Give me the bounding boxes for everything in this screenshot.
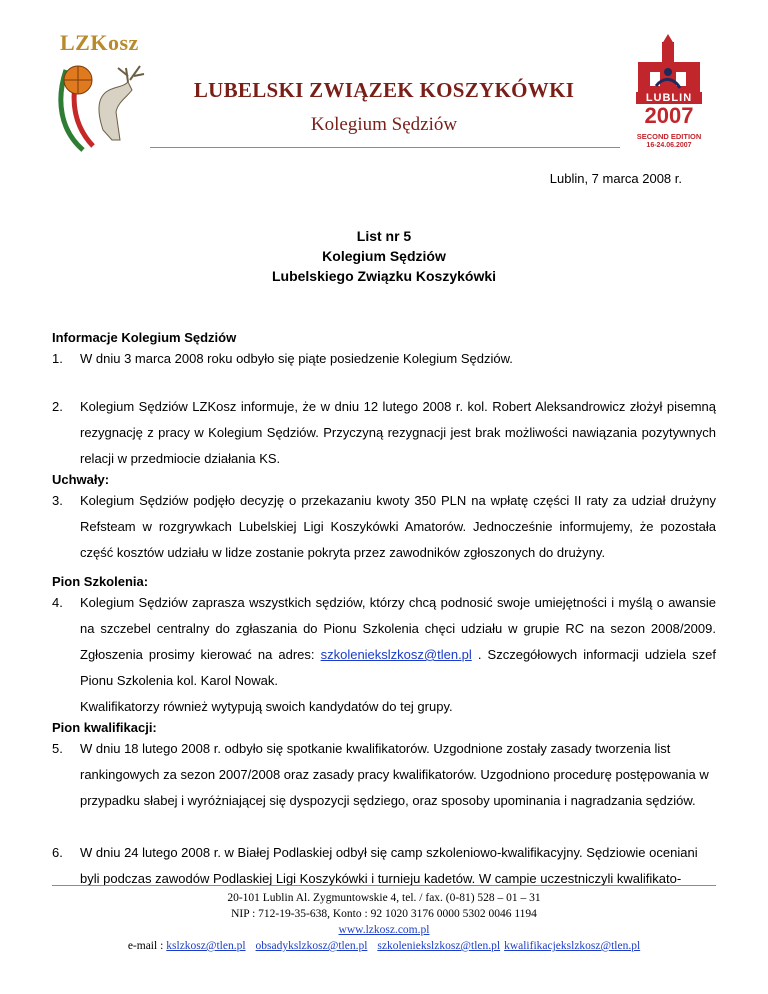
list-item-5 [52,736,716,814]
list-item-1 [52,346,716,372]
item-text-part: Kolegium Sędziów zaprasza wszystkich sędziów, którzy chcą podnosić swoje umiejętności i myślą o awansie na szczebel centralny do zgłaszania do Pionu Szkolenia chęci udziału w grupie RC na sezon 2008/2009. Zgłoszenia prosimy kierować na adres: [80,595,716,662]
footer-email-link-4[interactable]: kwalifikacjekslzkosz@tlen.pl [504,940,641,952]
logo-city: LUBLIN [636,92,702,104]
list-item-4 [52,590,716,720]
logo-edition: SECOND EDITION [636,132,702,141]
training-email-link[interactable]: szkoleniekslzkosz@tlen.pl [320,647,472,662]
footer-email-label: e-mail : [127,940,164,952]
item-text [80,590,716,694]
logo-dates: 16-24.06.2007 [646,142,692,149]
item-number: 5. [52,741,63,756]
logo-text: LZKosz [60,30,139,55]
list-item-3 [52,488,716,566]
list-item-2 [52,394,716,472]
item-text: Kolegium Sędziów LZKosz informuje, że w dniu 12 lutego 2008 r. kol. Robert Aleksandrowicz złożył pisemną rezygnację z pracy w Kolegium Sędziów. Przyczyną rezygnacji jest brak możliwości nawiązania pozytywnych relacji w przedmiocie działania KS. [80,399,716,466]
item-number: 6. [52,845,63,860]
section-heading-resolutions: Uchwały: [52,472,110,487]
section-heading-info: Informacje Kolegium Sędziów [52,330,237,345]
footer-nip: NIP : 712-19-35-638, Konto : 92 1020 3176 0000 5302 0046 1194 [231,908,537,920]
item-text: W dniu 18 lutego 2008 r. odbyło się spotkanie kwalifikatorów. Uzgodnione zostały zasady tworzenia list rankingowych za sezon 2007/2008 oraz zasady pracy kwalifikatorów. Uzgodniono procedurę postępowania w przypadku słabej i wyróżniającej się dyspozycji sędziego, oraz sposoby upominania i nagradzania sędziów. [80,741,709,808]
item-text: W dniu 3 marca 2008 roku odbyło się piąte posiedzenie Kolegium Sędziów. [80,351,513,366]
header-divider [150,147,620,148]
item-text-extra: Kwalifikatorzy również wytypują swoich kandydatów do tej grupy. [80,699,453,714]
item-number: 3. [52,493,63,508]
letter-date: Lublin, 7 marca 2008 r. [549,171,682,186]
footer-email-link-3[interactable]: szkoleniekslzkosz@tlen.pl [377,940,501,952]
footer-website-link[interactable]: www.lzkosz.com.pl [338,924,430,936]
item-number: 1. [52,351,63,366]
title-line-3: Lubelskiego Związku Koszykówki [271,268,497,284]
footer-address: 20-101 Lublin Al. Zygmuntowskie 4, tel. / fax. (0-81) 528 – 01 – 31 [227,892,541,904]
deer-basketball-emblem [48,30,158,155]
title-line-1: List nr 5 [356,228,412,244]
letter-title [0,226,768,286]
title-line-2: Kolegium Sędziów [322,248,446,264]
item-number: 2. [52,399,63,414]
organization-title: LUBELSKI ZWIĄZEK KOSZYKÓWKI [193,78,575,102]
footer-emails [0,940,768,952]
item-text: W dniu 24 lutego 2008 r. w Białej Podlaskiej odbył się camp szkoleniowo-kwalifikacyjny. Sędziowie oceniani byli podczas zawodów Podlaskiej Ligi Koszykówki i turnieju kadetów. W campie uczestniczyli kwalifikato- [80,845,698,886]
section-heading-qualification: Pion kwalifikacji: [52,720,157,735]
lublin-2007-logo [628,32,710,162]
organization-subtitle: Kolegium Sędziów [310,114,458,135]
section-heading-training: Pion Szkolenia: [52,574,149,589]
footer-email-link-1[interactable]: kslzkosz@tlen.pl [166,940,246,952]
item-number: 4. [52,595,63,610]
footer-divider [52,885,716,886]
footer [0,890,768,938]
logo-year: 2007 [644,103,694,128]
lzkosz-logo [48,30,158,155]
footer-email-link-2[interactable]: obsadykslzkosz@tlen.pl [255,940,368,952]
item-text-part: . Szczegółowych informacji udziela szef Pionu Szkolenia kol. Karol Nowak. [80,647,716,688]
item-text: Kolegium Sędziów podjęło decyzję o przekazaniu kwoty 350 PLN na wpłatę części II raty za udział drużyny Refsteam w rozgrywkach Lubelskiej Ligi Koszykówki Amatorów. Jednocześnie informujemy, że pozostała część kosztów udziału w lidze zostanie pokryta przez zawodników zgłoszonych do drużyny. [80,493,716,560]
